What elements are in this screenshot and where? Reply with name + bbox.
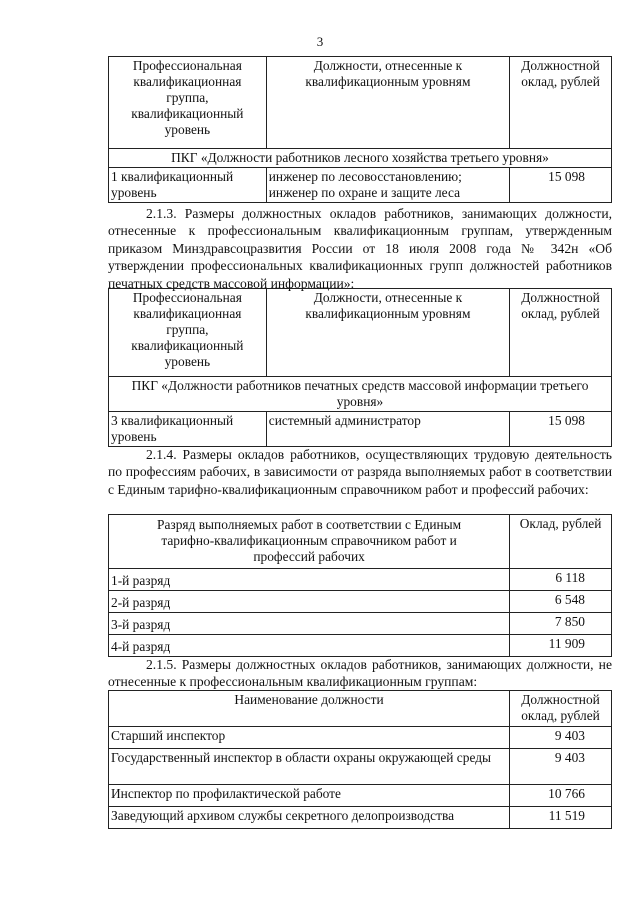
header-salary: Должностной оклад, рублей	[510, 691, 612, 727]
salary: 15 098	[510, 168, 612, 203]
positions: системный администратор	[266, 412, 509, 447]
header-salary: Должностной оклад, рублей	[510, 289, 612, 377]
page-number: 3	[316, 34, 324, 49]
header-positions: Должности, отнесенные к квалификационным уровням	[266, 289, 509, 377]
header-salary: Должностной оклад, рублей	[510, 57, 612, 149]
grade-cell: 3-й разряд	[109, 613, 510, 635]
group-title: ПКГ «Должности работников лесного хозяйства третьего уровня»	[109, 149, 612, 168]
position-title: Заведующий архивом службы секретного делопроизводства	[109, 807, 510, 829]
paragraph-2-1-3	[108, 205, 612, 292]
header-title: Наименование должности	[109, 691, 510, 727]
header-salary: Оклад, рублей	[510, 515, 612, 569]
header-group: Профессиональная квалификационная группа, квалификационный уровень	[109, 289, 267, 377]
group-title: ПКГ «Должности работников печатных средств массовой информации третьего уровня»	[109, 377, 612, 412]
paragraph-text: 2.1.5. Размеры должностных окладов работников, занимающих должности, не отнесенные к профессиональным квалификационным группам:	[108, 657, 612, 690]
header-grade: Разряд выполняемых работ в соответствии с Единым тарифно-квалификационным справочником работ и профессий рабочих	[109, 515, 510, 569]
salary-cell: 6 548	[510, 591, 612, 613]
salary-cell: 7 850	[510, 613, 612, 635]
non-pkg-positions-table	[108, 690, 612, 829]
pkg-forestry-table	[108, 56, 612, 203]
position-title: Инспектор по профилактической работе	[109, 785, 510, 807]
qualification-level: 3 квалификационный уровень	[109, 412, 267, 447]
worker-grades-table	[108, 514, 612, 657]
header-group: Профессиональная квалификационная группа, квалификационный уровень	[109, 57, 267, 149]
position-salary: 10 766	[510, 785, 612, 807]
position-title: Государственный инспектор в области охраны окружающей среды	[109, 749, 510, 785]
positions: инженер по лесовосстановлению; инженер по охране и защите леса	[266, 168, 509, 203]
grade-cell: 4-й разряд	[109, 635, 510, 657]
position-title: Старший инспектор	[109, 727, 510, 749]
paragraph-text: 2.1.4. Размеры окладов работников, осуществляющих трудовую деятельность по профессиям рабочих, в зависимости от разряда выполняемых работ в соответствии с Единым тарифно-квалификационным справочником работ и профессий рабочих:	[108, 447, 612, 497]
paragraph-text: 2.1.3. Размеры должностных окладов работников, занимающих должности, отнесенные к профессиональным квалификационным группам, утвержденным приказом Минздравсоцразвития России от 18 июля 2008 года № 342н «Об утверждении профессиональных квалификационных групп должностей работников печатных средств массовой информации»:	[108, 206, 612, 291]
salary-cell: 6 118	[510, 569, 612, 591]
salary-cell: 11 909	[510, 635, 612, 657]
grade-cell: 1-й разряд	[109, 569, 510, 591]
salary: 15 098	[510, 412, 612, 447]
position-salary: 9 403	[510, 727, 612, 749]
paragraph-2-1-4	[108, 446, 612, 498]
pkg-media-table	[108, 288, 612, 447]
position-salary: 11 519	[510, 807, 612, 829]
header-positions: Должности, отнесенные к квалификационным уровням	[266, 57, 509, 149]
qualification-level: 1 квалификационный уровень	[109, 168, 267, 203]
position-salary: 9 403	[510, 749, 612, 785]
paragraph-2-1-5	[108, 656, 612, 691]
grade-cell: 2-й разряд	[109, 591, 510, 613]
